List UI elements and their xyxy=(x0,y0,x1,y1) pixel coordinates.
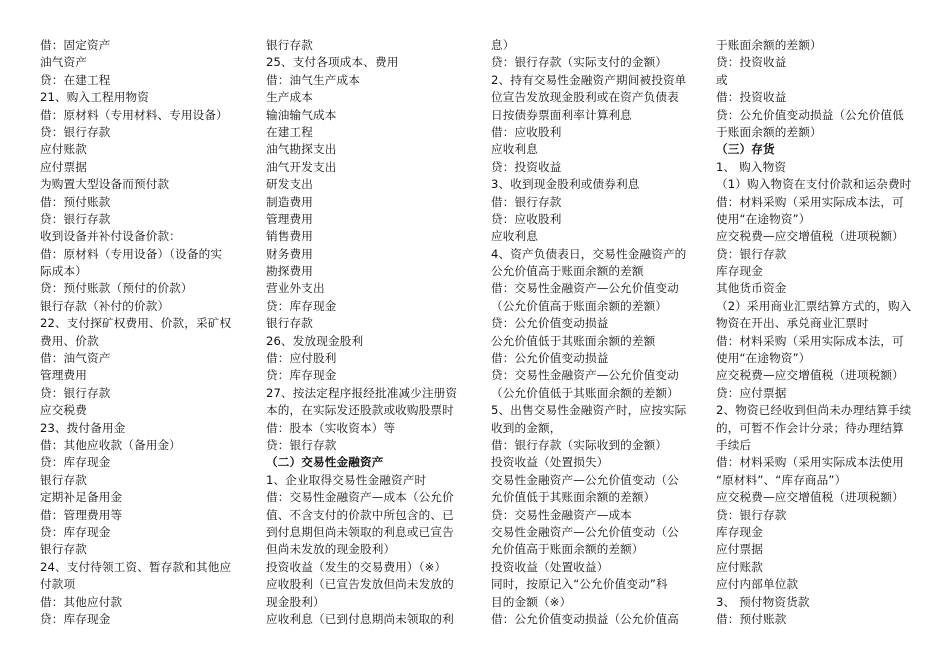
text-line: （2）采用商业汇票结算方式的，购入 xyxy=(716,298,912,313)
text-line: 目的金额（※） xyxy=(491,594,572,609)
text-line: 贷：库存现金 xyxy=(40,611,111,626)
text-line: 银行存款 xyxy=(266,38,313,52)
text-column-4 xyxy=(716,37,941,628)
text-line: 管理费用 xyxy=(266,211,313,226)
text-line: 借：固定资产 xyxy=(40,38,111,52)
text-line: 3、 预付物资货款 xyxy=(716,594,810,609)
text-line: 27、按法定程序报经批准减少注册资 xyxy=(266,385,458,400)
text-line: 应付票据 xyxy=(40,159,87,174)
text-line: 际成本） xyxy=(40,264,87,279)
text-line: 其他货币资金 xyxy=(716,281,787,296)
section-heading: （二）交易性金融资产 xyxy=(266,455,384,470)
text-line: 借：其他应收款（备用金） xyxy=(40,437,181,452)
text-line: 收到设备并补付设备价款： xyxy=(40,229,181,244)
text-line: 贷：应收股利 xyxy=(491,211,562,226)
text-line: 贷：预付账款（预付的价款） xyxy=(40,281,193,296)
text-line: 银行存款 xyxy=(40,542,87,557)
text-line: 应收利息（已到付息期尚未领取的利 xyxy=(266,611,454,626)
text-line: 1、企业取得交易性金融资产时 xyxy=(266,472,427,487)
text-line: 财务费用 xyxy=(266,246,313,261)
text-line: 借：原材料（专用材料、专用设备） xyxy=(40,107,228,122)
text-line: 5、出售交易性金融资产时，应按实际 xyxy=(491,403,687,418)
text-line: 公允价值高于账面余额的差额 xyxy=(491,264,644,279)
text-line: 借：投资收益 xyxy=(716,90,787,105)
text-line: 使用“在途物资”） xyxy=(716,211,811,226)
text-line: 借：材料采购（采用实际成本法，可 xyxy=(716,194,904,209)
text-line: 应收利息 xyxy=(491,142,538,157)
text-line: 管理费用 xyxy=(40,368,87,383)
text-line: 贷：库存现金 xyxy=(266,368,337,383)
text-line: 借：公允价值变动损益（公允价值高 xyxy=(491,611,679,626)
text-column-3 xyxy=(491,37,716,628)
text-line: 银行存款 xyxy=(40,472,87,487)
text-line: 借：应收股利 xyxy=(491,124,562,139)
text-line: 贷：银行存款 xyxy=(716,507,787,522)
text-line: 应付账款 xyxy=(716,559,763,574)
text-line: （公允价值高于账面余额的差额） xyxy=(491,298,668,313)
text-line: 定期补足备用金 xyxy=(40,490,123,505)
text-line: 的，可暂不作会计分录；待办理结算 xyxy=(716,420,904,435)
text-line: 贷：交易性金融资产—成本 xyxy=(491,507,632,522)
text-line: 应交税费—应交增值税（进项税额） xyxy=(716,229,904,244)
text-line: 应收利息 xyxy=(491,229,538,244)
text-line: 同时，按原记入“公允价值变动”科 xyxy=(491,577,668,592)
text-column-1 xyxy=(40,37,265,628)
text-line: 油气开发支出 xyxy=(266,159,337,174)
text-line: 为购置大型设备而预付款 xyxy=(40,177,170,192)
text-line: 现金股利） xyxy=(266,594,325,609)
text-line: 借：银行存款 xyxy=(491,194,562,209)
text-line: 贷：公允价值变动损益（公允价值低 xyxy=(716,107,904,122)
text-line: 研发支出 xyxy=(266,177,313,192)
text-line: 应交税费 xyxy=(40,403,87,418)
text-line: 2、持有交易性金融资产期间被投资单 xyxy=(491,72,687,87)
text-line: 21、购入工程用物资 xyxy=(40,90,150,105)
text-line: 4、资产负债表日，交易性金融资产的 xyxy=(491,246,687,261)
text-line: 销售费用 xyxy=(266,229,313,244)
text-line: 日按债券票面利率计算利息 xyxy=(491,107,632,122)
text-line: 交易性金融资产—公允价值变动（公 xyxy=(491,472,679,487)
text-line: 贷：库存现金 xyxy=(40,524,111,539)
text-line: 贷：银行存款 xyxy=(266,437,337,452)
text-line: 贷：银行存款 xyxy=(40,211,111,226)
text-line: 贷：在建工程 xyxy=(40,72,111,87)
text-line: 物资在开出、承兑商业汇票时 xyxy=(716,316,869,331)
text-line: 制造费用 xyxy=(266,194,313,209)
text-line: 借：股本（实收资本）等 xyxy=(266,420,396,435)
text-line: 22、支付探矿权费用、价款，采矿权 xyxy=(40,316,232,331)
text-line: 应交税费—应交增值税（进项税额） xyxy=(716,368,904,383)
text-line: 借：银行存款（实际收到的金额） xyxy=(491,437,668,452)
text-line: 借：预付账款 xyxy=(40,194,111,209)
text-line: 贷：银行存款 xyxy=(40,124,111,139)
text-line: 借：原材料（专用设备）（设备的实 xyxy=(40,246,223,261)
text-line: 到付息期但尚未领取的利息或已宣告 xyxy=(266,524,454,539)
text-line: 投资收益（处置收益） xyxy=(491,559,609,574)
text-line: 26、发放现金股利 xyxy=(266,333,364,348)
text-line: 借：管理费用等 xyxy=(40,507,123,522)
text-line: 贷：库存现金 xyxy=(266,298,337,313)
text-line: 营业外支出 xyxy=(266,281,325,296)
text-line: 银行存款 xyxy=(266,316,313,331)
text-line: 应付内部单位款 xyxy=(716,577,799,592)
text-line: 25、支付各项成本、费用 xyxy=(266,55,399,70)
text-line: 24、支付待领工资、暂存款和其他应 xyxy=(40,559,232,574)
text-line: 借：交易性金融资产—公允价值变动 xyxy=(491,281,679,296)
text-line: 手续后 xyxy=(716,437,752,452)
text-line: 费用、价款 xyxy=(40,333,99,348)
text-line: 应收股利（已宣告发放但尚未发放的 xyxy=(266,577,454,592)
text-line: 油气资产 xyxy=(40,55,87,70)
text-column-2 xyxy=(266,37,491,628)
text-line: 使用“在途物资”） xyxy=(716,351,811,366)
text-line: 值、不含支付的价款中所包含的、已 xyxy=(266,507,454,522)
text-line: 1、 购入物资 xyxy=(716,159,787,174)
text-line: 勘探费用 xyxy=(266,264,313,279)
text-line: 贷：投资收益 xyxy=(491,159,562,174)
text-line: 应付账款 xyxy=(40,142,87,157)
text-line: 贷：投资收益 xyxy=(716,55,787,70)
text-line: 贷：应付票据 xyxy=(716,385,787,400)
text-line: 贷：库存现金 xyxy=(40,455,111,470)
text-line: 借：其他应付款 xyxy=(40,594,123,609)
text-line: 投资收益（处置损失） xyxy=(491,455,609,470)
text-line: 借：公允价值变动损益 xyxy=(491,351,609,366)
text-line: 借：预付账款 xyxy=(716,611,787,626)
text-line: （1）购入物资在支付价款和运杂费时 xyxy=(716,177,912,192)
text-line: 在建工程 xyxy=(266,124,313,139)
text-line: 油气勘探支出 xyxy=(266,142,337,157)
text-line: 于账面余额的差额） xyxy=(716,124,822,139)
text-line: 借：应付股利 xyxy=(266,351,337,366)
text-line: 公允价值低于其账面余额的差额 xyxy=(491,333,656,348)
text-line: 2、物资已经收到但尚未办理结算手续 xyxy=(716,403,912,418)
text-line: 允价值高于账面余额的差额） xyxy=(491,542,644,557)
text-line: 应付票据 xyxy=(716,542,763,557)
text-line: 库存现金 xyxy=(716,524,763,539)
text-line: （公允价值低于其账面余额的差额） xyxy=(491,385,679,400)
text-line: 息） xyxy=(491,38,515,52)
text-line: 应交税费—应交增值税（进项税额） xyxy=(716,490,904,505)
text-line: 贷：交易性金融资产—公允价值变动 xyxy=(491,368,679,383)
text-line: “原材料”、“库存商品”） xyxy=(716,472,847,487)
text-line: 库存现金 xyxy=(716,264,763,279)
text-line: 收到的金额， xyxy=(491,420,562,435)
text-line: 银行存款（补付的价款） xyxy=(40,298,170,313)
text-line: 生产成本 xyxy=(266,90,313,105)
text-line: 允价值低于其账面余额的差额） xyxy=(491,490,656,505)
text-line: 3、收到现金股利或债券利息 xyxy=(491,177,640,192)
text-line: 输油输气成本 xyxy=(266,107,337,122)
text-line: 贷：银行存款 xyxy=(40,385,111,400)
text-line: 于账面余额的差额） xyxy=(716,38,822,52)
text-line: 贷：公允价值变动损益 xyxy=(491,316,609,331)
text-line: 或 xyxy=(716,72,728,87)
section-heading: （三）存货 xyxy=(716,142,775,157)
text-line: 借：油气资产 xyxy=(40,351,111,366)
text-line: 贷：银行存款 xyxy=(716,246,787,261)
text-line: 本的，在实际发还股款或收购股票时 xyxy=(266,403,454,418)
text-line: 贷：银行存款（实际支付的金额） xyxy=(491,55,668,70)
text-line: 借：材料采购（采用实际成本法使用 xyxy=(716,455,904,470)
text-line: 交易性金融资产—公允价值变动（公 xyxy=(491,524,679,539)
text-line: 借：交易性金融资产—成本（公允价 xyxy=(266,490,454,505)
text-line: 借：材料采购（采用实际成本法，可 xyxy=(716,333,904,348)
text-line: 23、拨付备用金 xyxy=(40,420,126,435)
text-line: 借：油气生产成本 xyxy=(266,72,360,87)
text-line: 位宣告发放现金股利或在资产负债表 xyxy=(491,90,679,105)
text-line: 付款项 xyxy=(40,577,76,592)
text-line: 但尚未发放的现金股利） xyxy=(266,542,396,557)
text-line: 投资收益（发生的交易费用）（※） xyxy=(266,559,447,574)
